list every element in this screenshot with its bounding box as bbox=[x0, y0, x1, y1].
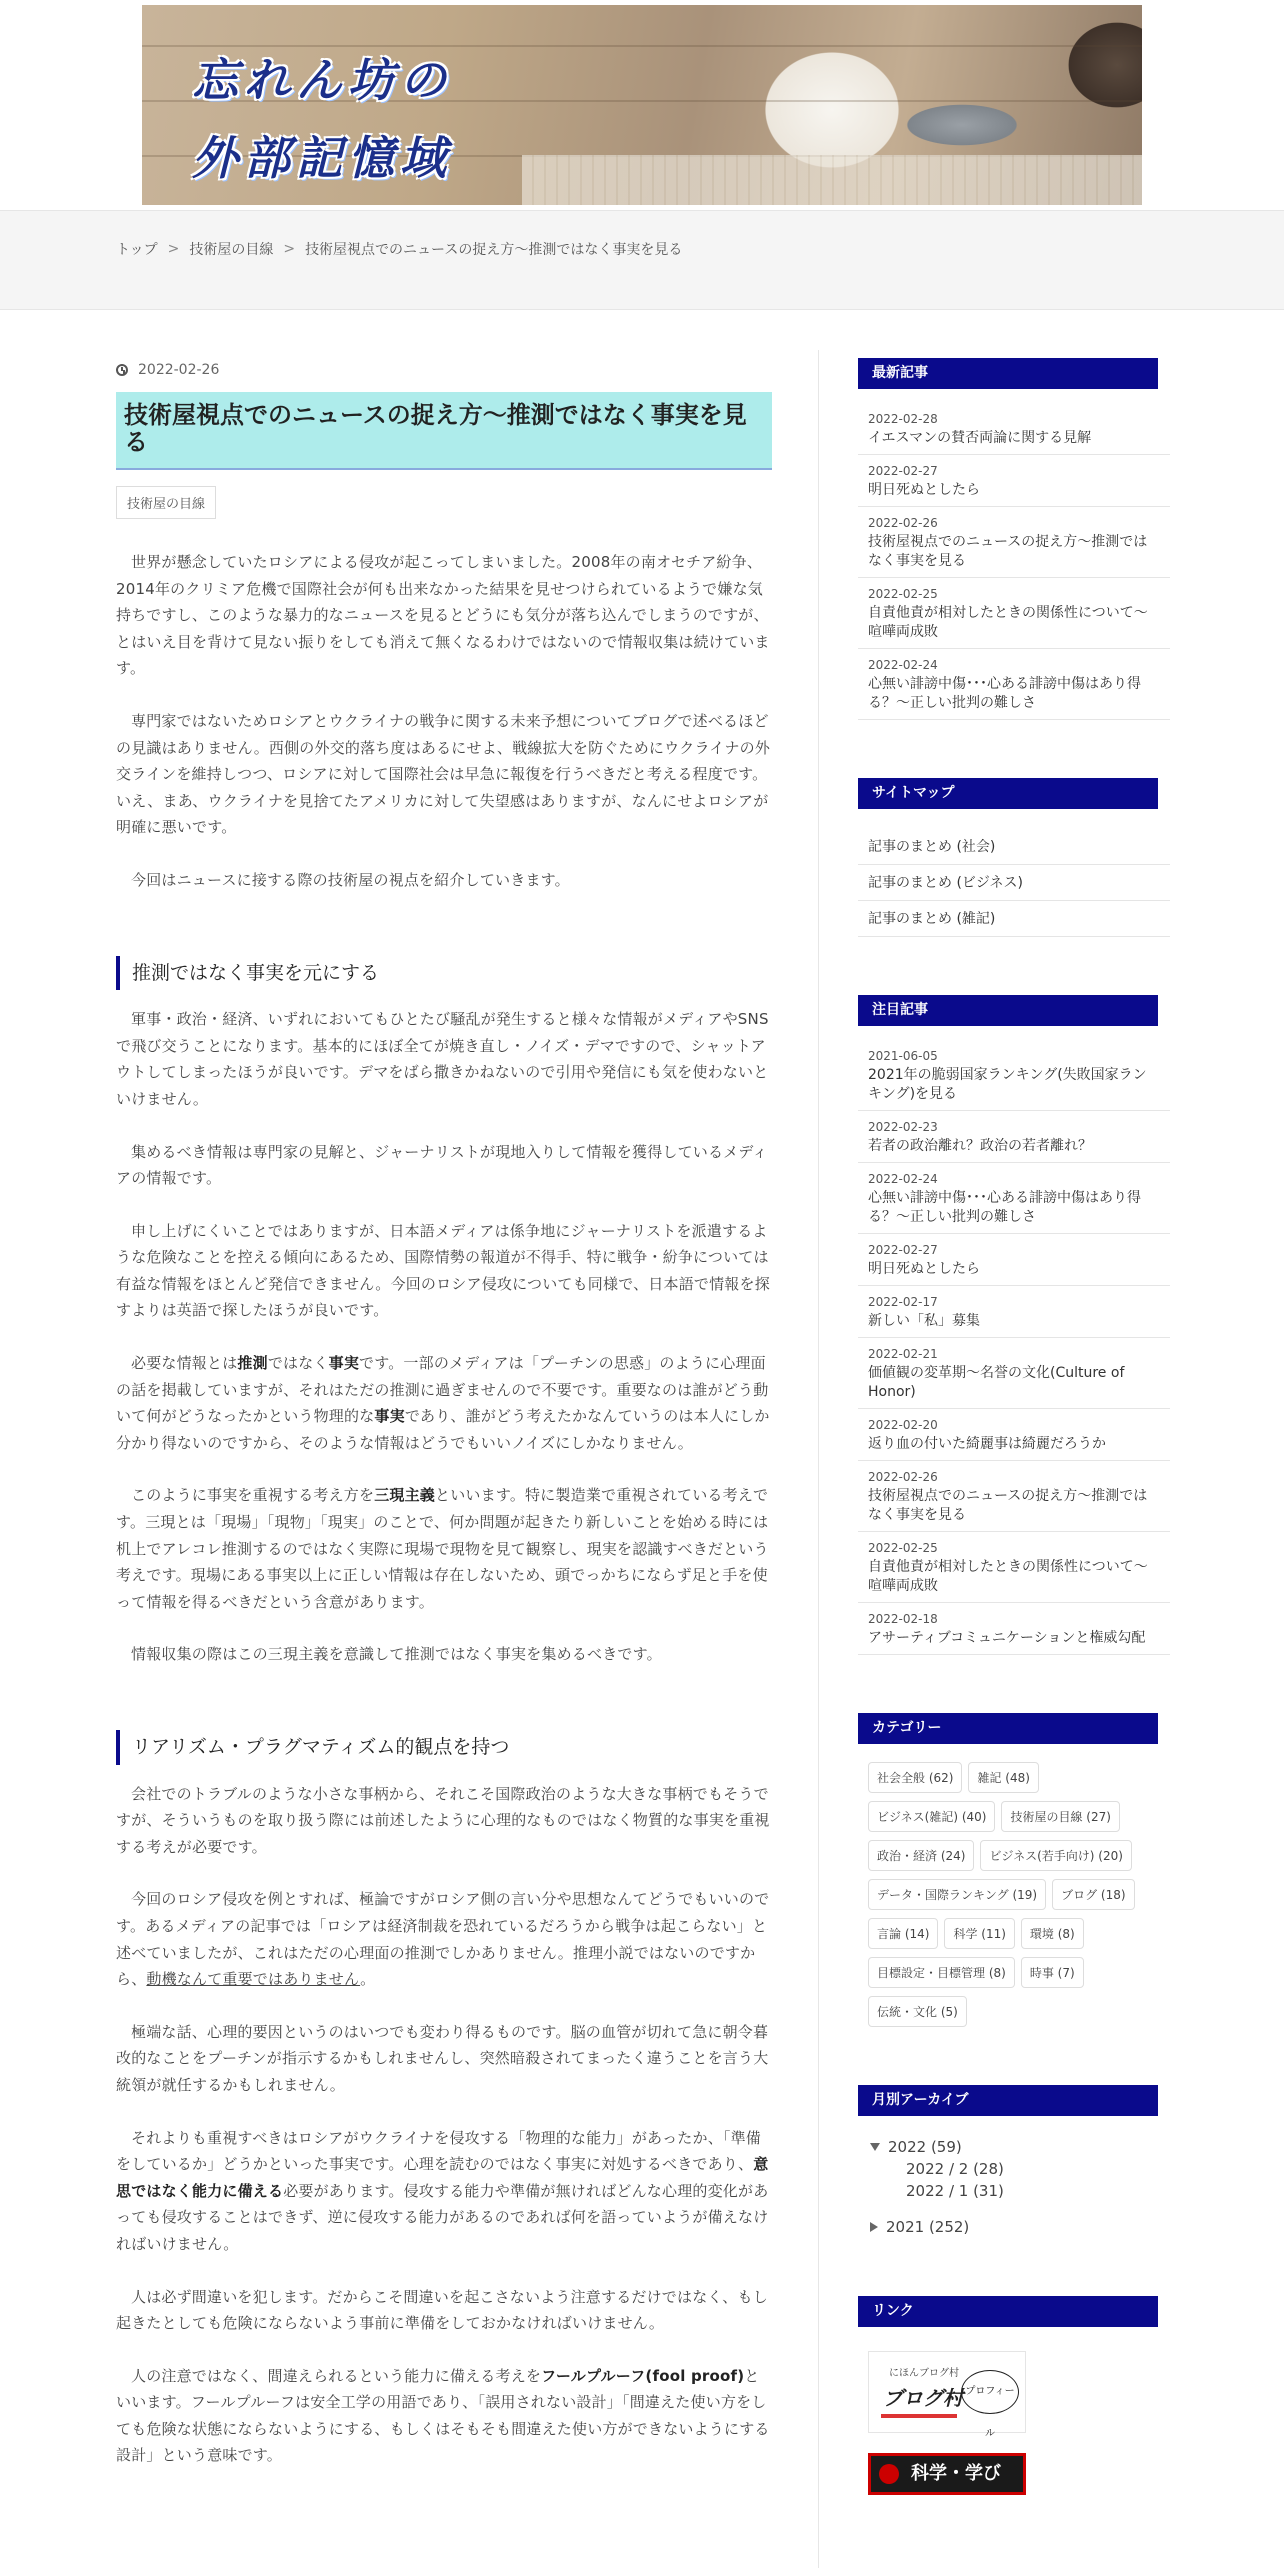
sitemap-link[interactable]: 記事のまとめ (雑記) bbox=[858, 901, 1170, 937]
post-date: 2022-02-23 bbox=[868, 1120, 938, 1134]
text: 人の注意ではなく、間違えられるという能力に備える考えを bbox=[131, 2366, 542, 2385]
paragraph: 人は必ず間違いを犯します。だからこそ間違いを起こさないよう注意するだけではなく、もし起きたとしても危険にならないよう事前に準備をしておかなければいけません。 bbox=[116, 2287, 768, 2333]
archive-list bbox=[858, 2136, 1170, 2238]
category-tag[interactable]: ブログ (18) bbox=[1052, 1879, 1134, 1910]
blogmura-profile-banner[interactable] bbox=[868, 2351, 1026, 2439]
sitemap-link[interactable]: 記事のまとめ (ビジネス) bbox=[858, 865, 1170, 901]
paragraph: 集めるべき情報は専門家の見解と、ジャーナリストが現地入りして情報を獲得しているメディアの情報です。 bbox=[116, 1142, 768, 1188]
post-title-link[interactable]: 自責他責が相対したときの関係性について～喧嘩両成敗 bbox=[868, 605, 1148, 640]
section-heading: リアリズム・プラグマティズム的観点を持つ bbox=[116, 1730, 772, 1765]
bold-text: 事実 bbox=[374, 1407, 405, 1426]
category-tag[interactable]: 時事 (7) bbox=[1021, 1957, 1084, 1988]
logo-line-1: 忘れん坊の bbox=[192, 53, 452, 107]
section-heading: 推測ではなく事実を元にする bbox=[116, 956, 772, 991]
text: です。一部のメディアは「プーチンの思惑」のように心理面の話を掲載していますが、それはただの推測に過ぎませんので不要です。重要なのは誰がどう動いて何がどうなったかという物理的な bbox=[116, 1354, 769, 1426]
post-list-item[interactable] bbox=[858, 403, 1170, 455]
category-tag[interactable]: ビジネス(雑記) (40) bbox=[868, 1801, 995, 1832]
paragraph: 情報収集の際はこの三現主義を意識して推測ではなく事実を集めるべきです。 bbox=[131, 1645, 662, 1664]
post-date: 2022-02-21 bbox=[868, 1347, 938, 1361]
text: であり、誰がどう考えたかなんていうのは本人にしか分かり得ないのですから、そのような情報はどうでもいいノイズにしかなりません。 bbox=[116, 1407, 770, 1452]
post-list-item[interactable] bbox=[858, 1409, 1170, 1461]
paragraph bbox=[116, 1350, 772, 1456]
paragraph: 軍事・政治・経済、いずれにおいてもひとたび騒乱が発生すると様々な情報がメディアやSNSで飛び交うことになります。基本的にほぼ全てが焼き直し・ノイズ・デマですので、シャットアウトしてしまったほうが良いです。デマをばら撒きかねないので引用や発信にも気を使わないといけません。 bbox=[116, 1010, 769, 1108]
post-title-link[interactable]: 心無い誹謗中傷･･･心ある誹謗中傷はあり得る？～正しい批判の難しさ bbox=[868, 1190, 1141, 1225]
bold-text: 意思ではなく能力に備える bbox=[116, 2155, 769, 2200]
breadcrumb-separator: > bbox=[167, 241, 180, 257]
newspaper-image bbox=[522, 155, 1142, 205]
article-title: 技術屋視点でのニュースの捉え方～推測ではなく事実を見る bbox=[116, 392, 772, 470]
text: 今回のロシア侵攻を例とすれば、極論ですがロシア側の言い分や思想なんてどうでもいいのです。あるメディアの記事では「ロシアは経済制裁を恐れているだろうから戦争は起こらない」と述べていましたが、これはただの心理面の推測でしかありません。推理小説ではないのですから、 bbox=[116, 1890, 770, 1989]
archive-year-label[interactable]: 2021 (252) bbox=[886, 2218, 970, 2236]
blogmura-small-label: にほんブログ村 bbox=[889, 2368, 959, 2379]
text: といいます。特に製造業で重視されている考えです。三現とは「現場」「現物」「現実」のことで、何か問題が起きたり新しいことを始める時には机上でアレコレ推測するのではなく実際に現場で現物を見て観察し、現実を認識すべきだという考えです。現場にある事実以上に正しい情報は存在しないため、頭でっかちにならず足と手を使って情報を得るべきだという含意があります。 bbox=[116, 1486, 769, 1611]
post-date: 2022-02-18 bbox=[868, 1612, 938, 1626]
category-tag[interactable]: 伝統・文化 (5) bbox=[868, 1996, 967, 2027]
post-list-item[interactable] bbox=[858, 455, 1170, 507]
breadcrumb-band bbox=[0, 210, 1284, 310]
post-list-item[interactable] bbox=[858, 1603, 1170, 1655]
article-date-row bbox=[116, 350, 772, 390]
breadcrumb bbox=[116, 239, 682, 259]
post-title-link[interactable]: 技術屋視点でのニュースの捉え方～推測ではなく事実を見る bbox=[868, 534, 1148, 569]
post-list-item[interactable] bbox=[858, 507, 1170, 578]
text: 必要があります。侵攻する能力や準備が無ければどんな心理的変化があっても侵攻することはできず、逆に侵攻する能力があるのであれば何を語っていようが備えなければいけません。 bbox=[116, 2181, 769, 2253]
expand-down-icon[interactable] bbox=[870, 2143, 880, 2151]
post-title-link[interactable]: 新しい「私」募集 bbox=[868, 1313, 980, 1329]
post-date: 2022-02-24 bbox=[868, 1172, 938, 1186]
category-tag[interactable]: 雑記 (48) bbox=[968, 1762, 1038, 1793]
post-date: 2022-02-25 bbox=[868, 587, 938, 601]
post-list-item[interactable] bbox=[858, 578, 1170, 649]
archive-month[interactable]: 2022 / 2 (28) bbox=[906, 2160, 1004, 2178]
archive-year-label[interactable]: 2022 (59) bbox=[888, 2138, 962, 2156]
sitemap-list bbox=[858, 829, 1170, 937]
logo-line-2: 外部記憶域 bbox=[192, 131, 452, 185]
post-date: 2022-02-24 bbox=[868, 658, 938, 672]
category-tag[interactable]: 環境 (8) bbox=[1021, 1918, 1084, 1949]
post-list-item[interactable] bbox=[858, 1286, 1170, 1338]
post-list-item[interactable] bbox=[858, 649, 1170, 720]
sitemap-link[interactable]: 記事のまとめ (社会) bbox=[858, 829, 1170, 865]
text: 必要な情報とは bbox=[131, 1354, 238, 1373]
post-date: 2022-02-28 bbox=[868, 412, 938, 426]
post-title-link[interactable]: アサーティブコミュニケーションと権威勾配 bbox=[868, 1630, 1146, 1646]
paragraph: 極端な話、心理的要因というのはいつでも変わり得るものです。脳の血管が切れて急に朝令暮改的なことをプーチンが指示するかもしれませんし、突然暗殺されてまったく違うことを言う大統領が就任するかもしれません。 bbox=[116, 2022, 769, 2094]
post-title-link[interactable]: 若者の政治離れ？政治の若者離れ？ bbox=[868, 1138, 1092, 1154]
category-tag[interactable]: データ・国際ランキング (19) bbox=[868, 1879, 1046, 1910]
post-title-link[interactable]: 技術屋視点でのニュースの捉え方～推測ではなく事実を見る bbox=[868, 1488, 1148, 1523]
post-date: 2022-02-27 bbox=[868, 464, 938, 478]
links-widget bbox=[858, 2296, 1170, 2495]
post-title-link[interactable]: 返り血の付いた綺麗事は綺麗だろうか bbox=[868, 1436, 1106, 1452]
paragraph bbox=[116, 1886, 772, 1992]
text: それよりも重視すべきはロシアがウクライナを侵攻する「物理的な能力」があったか、「準備をしているか」どうかといった事実です。心理を読むのではなく事実に対処するべきであり、 bbox=[116, 2128, 762, 2174]
text: ではなく bbox=[267, 1354, 329, 1373]
text: このように事実を重視する考え方を bbox=[131, 1486, 375, 1505]
post-title-link[interactable]: イエスマンの賛否両論に関する見解 bbox=[868, 430, 1092, 446]
recent-posts-widget bbox=[858, 358, 1170, 720]
post-date: 2021-06-05 bbox=[868, 1049, 938, 1063]
breadcrumb-separator: > bbox=[283, 241, 296, 257]
post-date: 2022-02-25 bbox=[868, 1541, 938, 1555]
recent-posts-list bbox=[858, 403, 1170, 720]
post-list-item[interactable] bbox=[858, 1163, 1170, 1234]
site-logo[interactable] bbox=[192, 41, 492, 197]
widget-title: カテゴリー bbox=[858, 1713, 1158, 1744]
post-date: 2022-02-26 bbox=[868, 1470, 938, 1484]
column-divider bbox=[818, 350, 819, 2568]
archive-widget bbox=[858, 2085, 1170, 2238]
post-date: 2022-02-27 bbox=[868, 1243, 938, 1257]
paragraph: 申し上げにくいことではありますが、日本語メディアは係争地にジャーナリストを派遣するような危険なことを控える傾向にあるため、国際情勢の報道が不得手、特に戦争・紛争については有益な情報をほとんど発信できません。今回のロシア侵攻についても同様で、日本語で情報を探すよりは英語で探したほうが良いです。 bbox=[116, 1221, 770, 1320]
categories-widget bbox=[858, 1713, 1170, 2027]
post-title-link[interactable]: 価値観の変革期～名誉の文化(Culture of Honor) bbox=[868, 1365, 1125, 1400]
paragraph: 専門家ではないためロシアとウクライナの戦争に関する未来予想についてブログで述べるほどの見識はありません。西側の外交的落ち度はあるにせよ、戦線拡大を防ぐためにウクライナの外交ラインを維持しつつ、ロシアに対して国際社会は早急に報復を行うべきだと考える程度です。いえ、まあ、ウクライナを見捨てたアメリカに対して失望感はありますが、なんにせよロシアが明確に悪いです。 bbox=[116, 711, 771, 837]
breadcrumb-category-link[interactable]: 技術屋の目線 bbox=[189, 242, 274, 258]
post-list-item[interactable] bbox=[858, 1532, 1170, 1603]
paragraph bbox=[116, 1482, 772, 1615]
archive-month[interactable]: 2022 / 1 (31) bbox=[906, 2182, 1004, 2200]
article-date: 2022-02-26 bbox=[138, 362, 220, 378]
underlined-text: 動機なんて重要ではありません bbox=[146, 1970, 361, 1989]
text: 。 bbox=[360, 1970, 376, 1989]
post-list-item[interactable] bbox=[858, 1234, 1170, 1286]
paragraph: 世界が懸念していたロシアによる侵攻が起こってしまいました。2008年の南オセチア紛争、2014年のクリミア危機で国際社会が何も出来なかった結果を見せつけられているようで嫌な気持ちですし、このような暴力的なニュースを見るとどうにも気分が落ち込んでしまうのですが、とはいえ目を背けて見ない振りをしても消えて無くなるわけではないので情報収集は続けています。 bbox=[116, 553, 770, 678]
breadcrumb-current: 技術屋視点でのニュースの捉え方～推測ではなく事実を見る bbox=[305, 242, 683, 258]
post-title-link[interactable]: 心無い誹謗中傷･･･心ある誹謗中傷はあり得る？～正しい批判の難しさ bbox=[868, 676, 1141, 711]
bold-text: 推測 bbox=[237, 1354, 268, 1373]
post-date: 2022-02-20 bbox=[868, 1418, 938, 1432]
category-tags bbox=[858, 1762, 1168, 2027]
widget-title: 月別アーカイブ bbox=[858, 2085, 1158, 2116]
paragraph bbox=[116, 2363, 772, 2469]
post-title-link[interactable]: 自責他責が相対したときの関係性について～喧嘩両成敗 bbox=[868, 1559, 1148, 1594]
post-list-item[interactable] bbox=[858, 1040, 1170, 1111]
featured-posts-list bbox=[858, 1040, 1170, 1655]
category-tag[interactable]: 社会全般 (62) bbox=[868, 1762, 962, 1793]
science-logo-icon bbox=[879, 2464, 899, 2484]
expand-right-icon[interactable] bbox=[870, 2222, 878, 2232]
category-tag[interactable]: 政治・経済 (24) bbox=[868, 1840, 974, 1871]
header-banner[interactable] bbox=[142, 5, 1142, 205]
post-date: 2022-02-17 bbox=[868, 1295, 938, 1309]
text: といいます。フールプルーフは安全工学の用語であり、「誤用されない設計」「間違えた使い方をしても危険な状態にならないようにする、もしくはそもそも間違えた使い方ができないようにする設計」という意味です。 bbox=[116, 2366, 770, 2465]
bold-text: 三現主義 bbox=[374, 1486, 436, 1505]
decorative-bar bbox=[881, 2414, 957, 2418]
widget-title: 最新記事 bbox=[858, 358, 1158, 389]
post-title-link[interactable]: 明日死ぬとしたら bbox=[868, 1261, 980, 1277]
bold-text: 事実 bbox=[328, 1354, 360, 1373]
archive-year-2022[interactable] bbox=[870, 2136, 1170, 2158]
blogmura-logo bbox=[883, 2368, 963, 2411]
category-tag[interactable]: 技術屋の目線 (27) bbox=[1001, 1801, 1119, 1832]
category-tag[interactable]: 目標設定・目標管理 (8) bbox=[868, 1957, 1015, 1988]
paragraph bbox=[116, 2125, 772, 2258]
featured-posts-widget bbox=[858, 995, 1170, 1655]
widget-title: サイトマップ bbox=[858, 778, 1158, 809]
archive-year-2021[interactable] bbox=[870, 2216, 1170, 2238]
clock-icon bbox=[116, 364, 128, 376]
category-tag[interactable]: 言論 (14) bbox=[868, 1918, 938, 1949]
article-body bbox=[116, 549, 772, 2469]
sidebar bbox=[858, 358, 1170, 2553]
category-tag[interactable]: 科学 (11) bbox=[944, 1918, 1014, 1949]
category-tag[interactable]: ビジネス(若手向け) (20) bbox=[980, 1840, 1131, 1871]
post-date: 2022-02-26 bbox=[868, 516, 938, 530]
post-title-link[interactable]: 明日死ぬとしたら bbox=[868, 482, 980, 498]
post-list-item[interactable] bbox=[858, 1338, 1170, 1409]
science-banner-label: 科学・学び bbox=[911, 2463, 1001, 2484]
article-category-tag[interactable]: 技術屋の目線 bbox=[116, 486, 216, 519]
post-list-item[interactable] bbox=[858, 1461, 1170, 1532]
widget-title: 注目記事 bbox=[858, 995, 1158, 1026]
article bbox=[116, 350, 772, 2495]
bold-text: フールプルーフ(fool proof) bbox=[541, 2366, 745, 2385]
paragraph: 会社でのトラブルのような小さな事柄から、それこそ国際政治のような大きな事柄でもそうですが、そういうものを取り扱う際には前述したように心理的なものではなく物質的な事実を重視する考えが必要です。 bbox=[116, 1784, 770, 1856]
profile-badge: プロフィール bbox=[961, 2370, 1019, 2414]
post-title-link[interactable]: 2021年の脆弱国家ランキング(失敗国家ランキング)を見る bbox=[868, 1067, 1147, 1102]
widget-title: リンク bbox=[858, 2296, 1158, 2327]
blogmura-label: ブログ村 bbox=[883, 2386, 963, 2410]
science-banner[interactable] bbox=[868, 2453, 1026, 2495]
paragraph: 今回はニュースに接する際の技術屋の視点を紹介していきます。 bbox=[131, 870, 570, 889]
post-list-item[interactable] bbox=[858, 1111, 1170, 1163]
breadcrumb-home-link[interactable]: トップ bbox=[116, 242, 158, 258]
sitemap-widget bbox=[858, 778, 1170, 937]
